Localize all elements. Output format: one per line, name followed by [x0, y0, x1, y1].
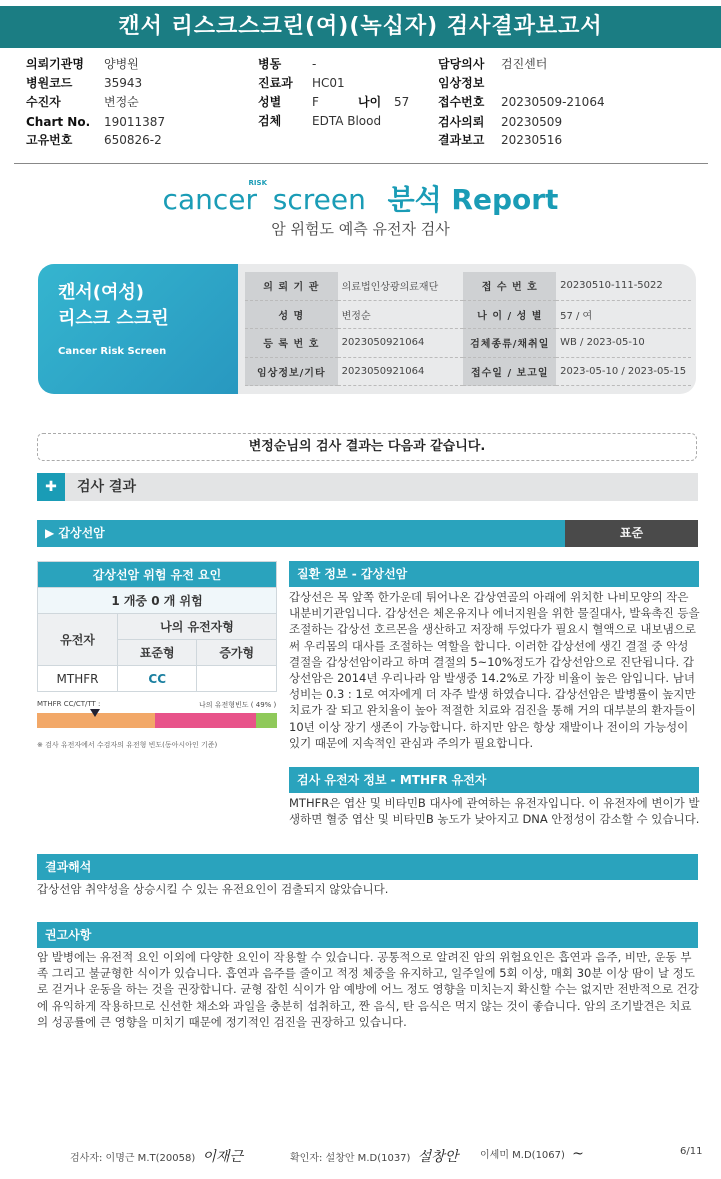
- header-divider: [14, 163, 708, 164]
- card-title-line2: 리스크 스크린: [58, 308, 169, 329]
- chart-no-label: Chart No.: [26, 115, 91, 129]
- card-title-line1: 캔서(여성): [58, 282, 145, 303]
- genotype-marker-icon: [90, 709, 100, 717]
- brand-logo: [0, 178, 721, 218]
- request-date-value: 20230509: [501, 115, 563, 129]
- card-value: WB / 2023-05-10: [556, 329, 691, 358]
- gene-info-header: 검사 유전자 정보 - MTHFR 유전자: [289, 767, 699, 793]
- page-number: 6/11: [680, 1146, 703, 1157]
- card-label: 검체종류/채취일: [463, 329, 556, 358]
- recommendation-text: 암 발병에는 유전적 요인 이외에 다양한 요인이 작용할 수 있습니다. 공통적으로 알려진 암의 위험요인은 흡연과 음주, 비만, 운동 부족 그리고 불균형한 식이가 있습니다. 흡연과 음주를 줄이고 적정 체중을 유지하고, 일주일에 5회 이상, 매회 30분 이상 땀이 날 정도로 걷거나 운동을 하는 것을 권장합니다. 균형 잡힌 식이가 암 예방에 어느 정도 영향을 미치는지 확신할 수는 없지만 전반적으로 건강에 유익하게 작용하므로 신선한 채소와 과일을 충분히 섭취하고, 짠 음식, 탄 음식은 먹지 않는 것이 좋습니다. 암의 조기발견은 치료의 성공률에 큰 영향을 미치기 때문에 정기적인 검진을 권장하고 있습니다.: [37, 950, 699, 1029]
- genotype-header: 나의 유전자형: [118, 614, 277, 640]
- gene-risk-table: [37, 561, 277, 692]
- section-header: [37, 473, 698, 501]
- card-label: 의 뢰 기 관: [245, 272, 338, 301]
- report-title: 캔서 리스크스크린(여)(녹십자) 검사결과보고서: [0, 6, 721, 48]
- card-value: 변정순: [338, 301, 464, 330]
- card-info-table: [245, 272, 691, 386]
- cancer-category-bar: [37, 520, 698, 547]
- card-value: 20230510-111-5022: [556, 272, 691, 301]
- confirmer-handwritten-sign: 설창안: [417, 1149, 459, 1165]
- risk-result-badge: 표준: [565, 520, 698, 547]
- sex-value: F: [312, 95, 319, 109]
- card-row: [245, 301, 691, 330]
- frequency-segment: [256, 713, 277, 728]
- disease-info-header: 질환 정보 - 갑상선암: [289, 561, 699, 587]
- recommendation-header: 권고사항: [37, 922, 698, 948]
- normal-type-header: 표준형: [118, 640, 197, 666]
- card-value: 의료법인상광의료재단: [338, 272, 464, 301]
- hospital-code-label: 병원코드: [26, 76, 73, 90]
- risk-genotype-value: [197, 666, 277, 692]
- card-label: 임상정보/기타: [245, 358, 338, 387]
- report-date-value: 20230516: [501, 133, 563, 147]
- specimen-label: 검체: [258, 114, 282, 128]
- disease-info-text: 갑상선은 목 앞쪽 한가운데 튀어나온 갑상연골의 아래에 위치한 나비모양의 작은 내분비기관입니다. 갑상선은 체온유지나 에너지원을 위한 물질대사, 발육촉진 등을 조절하는 갑상선 호르몬을 생산하고 저장해 두었다가 필요시 혈액으로 내보냄으로써 우리몸의 대사를 조절하는 역할을 합니다. 이러한 갑상선에 생긴 결절 중 악성 결절을 갑상선암이라고 하며 결절의 5~10%정도가 갑상선암으로 진단됩니다. 갑상선암은 2014년 우리나라 암 발생중 14.2%로 가장 비율이 높은 암입니다. 남녀 성비는 0.3 : 1로 여자에게 더 자주 발생 하였습니다. 갑상선암은 발병률이 높지만 치료가 잘 되고 완치율이 높아 적절한 치료와 검진을 통해 거의 대부분의 환자들이 10년 이상 장기 생존이 가능합니다. 하지만 암은 항상 재발이나 전이의 가능성이 있기 때문에 지속적인 관심과 주의가 필요합니다.: [289, 590, 700, 750]
- card-value: 2023-05-10 / 2023-05-15: [556, 358, 691, 387]
- receipt-no-label: 접수번호: [438, 95, 485, 109]
- frequency-segment: [155, 713, 256, 728]
- clinical-info-label: 임상정보: [438, 76, 485, 90]
- confirmer-signature: [290, 1146, 458, 1166]
- ward-value: -: [312, 57, 317, 71]
- gene-table-summary: 1 개중 0 개 위험: [38, 588, 277, 614]
- unique-id-value: 650826-2: [104, 133, 162, 147]
- brand-screen: screen: [272, 183, 366, 216]
- gene-name: MTHFR: [38, 666, 118, 692]
- card-label: 등 록 번 호: [245, 329, 338, 358]
- doctor-name: 이세미 M.D(1067): [480, 1150, 565, 1161]
- patient-value: 변정순: [104, 95, 139, 109]
- interpretation-text: 갑상선암 취약성을 상승시킬 수 있는 유전요인이 검출되지 않았습니다.: [37, 882, 389, 896]
- doctor-signature: [480, 1146, 584, 1162]
- confirmer-name: 확인자: 설창안 M.D(1037): [290, 1153, 411, 1164]
- card-label: 나 이 / 성 별: [463, 301, 556, 330]
- card-title-panel: [38, 264, 238, 394]
- gene-col-header: 유전자: [38, 614, 118, 666]
- hospital-code-value: 35943: [104, 76, 143, 90]
- genotype-frequency-bar: [37, 713, 277, 728]
- patient-card: [38, 264, 696, 394]
- brand-risk: RISK: [248, 179, 268, 187]
- report-date-label: 결과보고: [438, 133, 485, 147]
- freq-footnote: ※ 검사 유전자에서 수검자의 유전형 빈도(동아시아인 기준): [37, 741, 218, 749]
- doctor-handwritten-sign: ~: [572, 1146, 584, 1162]
- freq-own-label: 나의 유전형빈도 ( 49% ): [199, 701, 277, 709]
- sex-label: 성별: [258, 95, 282, 109]
- brand-cancer: cancer: [162, 183, 257, 216]
- tester-name: 검사자: 이명근 M.T(20058): [70, 1153, 196, 1164]
- receipt-no-value: 20230509-21064: [501, 95, 605, 109]
- gene-table-title: 갑상선암 위험 유전 요인: [38, 562, 277, 588]
- risk-type-header: 증가형: [197, 640, 277, 666]
- report-subtitle: 암 위험도 예측 유전자 검사: [271, 220, 450, 238]
- chart-no-value: 19011387: [104, 115, 166, 129]
- gene-info-text: MTHFR은 엽산 및 비타민B 대사에 관여하는 유전자입니다. 이 유전자에 변이가 발생하면 혈중 엽산 및 비타민B 농도가 낮아지고 DNA 안정성이 감소할 수 있습니다.: [289, 796, 700, 827]
- ward-label: 병동: [258, 57, 282, 71]
- card-label: 접 수 번 호: [463, 272, 556, 301]
- hospital-name-label: 의뢰기관명: [26, 57, 84, 71]
- request-date-label: 검사의뢰: [438, 115, 485, 129]
- doctor-label: 담당의사: [438, 57, 485, 71]
- card-title-en: Cancer Risk Screen: [58, 346, 167, 357]
- specimen-value: EDTA Blood: [312, 114, 382, 128]
- freq-genotypes-label: MTHFR CC/CT/TT :: [37, 700, 101, 708]
- normal-genotype-value: CC: [118, 666, 197, 692]
- patient-label: 수진자: [26, 95, 61, 109]
- tester-handwritten-sign: 이재근: [202, 1149, 243, 1165]
- department-value: HC01: [312, 76, 345, 90]
- department-label: 진료과: [258, 76, 293, 90]
- card-value: 57 / 여: [556, 301, 691, 330]
- interpretation-header: 결과해석: [37, 854, 698, 880]
- cancer-category-name: ▶ 갑상선암: [45, 526, 105, 540]
- result-intro: 변정순님의 검사 결과는 다음과 같습니다.: [37, 433, 697, 461]
- doctor-value: 검진센터: [501, 57, 548, 71]
- card-row: [245, 272, 691, 301]
- card-value: 2023050921064: [338, 329, 464, 358]
- medical-kit-icon: ✚: [37, 473, 65, 501]
- age-label: 나이: [358, 95, 382, 109]
- card-row: [245, 358, 691, 387]
- card-row: [245, 329, 691, 358]
- card-label: 성 명: [245, 301, 338, 330]
- hospital-name-value: 양병원: [104, 57, 139, 71]
- unique-id-label: 고유번호: [26, 133, 73, 147]
- card-label: 접수일 / 보고일: [463, 358, 556, 387]
- tester-signature: [70, 1146, 243, 1166]
- section-title: 검사 결과: [77, 479, 136, 495]
- brand-report: 분석 Report: [387, 183, 559, 216]
- age-value: 57: [394, 95, 410, 109]
- header-info: [0, 0, 721, 160]
- card-value: 2023050921064: [338, 358, 464, 387]
